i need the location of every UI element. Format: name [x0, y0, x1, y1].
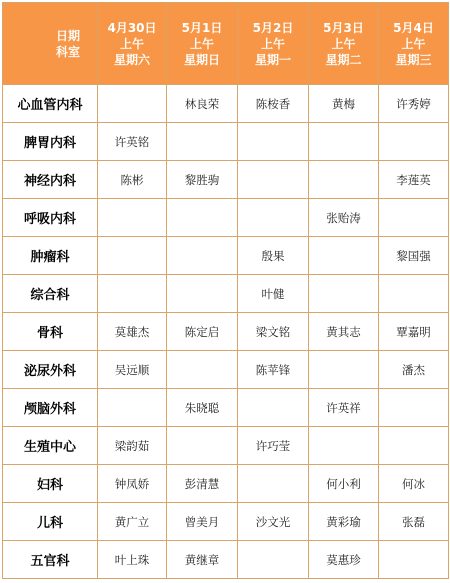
table-row [3, 275, 449, 313]
doctor-cell [98, 199, 167, 237]
header-date: 5月2日 [252, 20, 294, 35]
doctor-cell: 吴远顺 [98, 351, 167, 389]
doctor-cell: 陈定启 [167, 313, 238, 351]
doctor-cell [379, 389, 449, 427]
doctor-cell: 何小利 [309, 465, 379, 503]
department-cell: 骨科 [3, 313, 98, 351]
doctor-cell: 殷果 [238, 237, 309, 275]
doctor-cell: 沙文光 [238, 503, 309, 541]
doctor-cell: 黎国强 [379, 237, 449, 275]
doctor-cell [167, 351, 238, 389]
doctor-cell: 彭清慧 [167, 465, 238, 503]
department-cell: 颅脑外科 [3, 389, 98, 427]
doctor-cell [98, 389, 167, 427]
header-date: 4月30日 [107, 20, 157, 35]
schedule-table-container [2, 2, 449, 579]
doctor-cell: 李莲英 [379, 161, 449, 199]
doctor-cell: 许英祥 [309, 389, 379, 427]
doctor-cell: 张磊 [379, 503, 449, 541]
doctor-cell [238, 199, 309, 237]
department-cell: 五官科 [3, 541, 98, 579]
corner-date-label: 日期 [55, 28, 80, 43]
date-header-2 [167, 3, 238, 85]
doctor-cell [167, 199, 238, 237]
department-cell: 儿科 [3, 503, 98, 541]
header-period: 上午 [189, 36, 214, 51]
corner-dept-label: 科室 [55, 44, 80, 59]
doctor-cell [309, 237, 379, 275]
doctor-cell [167, 427, 238, 465]
department-cell: 心血管内科 [3, 85, 98, 123]
doctor-cell [167, 275, 238, 313]
table-row [3, 237, 449, 275]
doctor-cell: 梁文铭 [238, 313, 309, 351]
header-period: 上午 [260, 36, 285, 51]
doctor-cell [309, 427, 379, 465]
table-row [3, 161, 449, 199]
doctor-cell: 梁韵茹 [98, 427, 167, 465]
date-header-4 [309, 3, 379, 85]
doctor-cell: 黄继章 [167, 541, 238, 579]
header-period: 上午 [401, 36, 426, 51]
header-weekday: 星期三 [395, 52, 432, 67]
doctor-cell: 叶上珠 [98, 541, 167, 579]
doctor-cell: 莫雄杰 [98, 313, 167, 351]
doctor-cell [379, 123, 449, 161]
header-row [3, 3, 449, 85]
doctor-cell [238, 465, 309, 503]
table-row [3, 389, 449, 427]
header-period: 上午 [119, 36, 144, 51]
table-row [3, 313, 449, 351]
doctor-cell [98, 237, 167, 275]
doctor-cell: 陈彬 [98, 161, 167, 199]
doctor-cell: 许英铭 [98, 123, 167, 161]
doctor-cell [379, 427, 449, 465]
doctor-schedule-table [2, 2, 449, 579]
doctor-cell: 许巧莹 [238, 427, 309, 465]
department-cell: 综合科 [3, 275, 98, 313]
table-row [3, 427, 449, 465]
doctor-cell: 朱晓聪 [167, 389, 238, 427]
table-row [3, 503, 449, 541]
date-header-1 [98, 3, 167, 85]
table-row [3, 199, 449, 237]
header-date: 5月4日 [393, 20, 434, 35]
doctor-cell: 黄广立 [98, 503, 167, 541]
doctor-cell: 曾美月 [167, 503, 238, 541]
department-cell: 妇科 [3, 465, 98, 503]
doctor-cell: 黄其志 [309, 313, 379, 351]
header-weekday: 星期六 [113, 52, 150, 67]
doctor-cell [379, 199, 449, 237]
doctor-cell [309, 275, 379, 313]
doctor-cell: 黄彩瑜 [309, 503, 379, 541]
department-cell: 脾胃内科 [3, 123, 98, 161]
doctor-cell [309, 123, 379, 161]
doctor-cell [98, 275, 167, 313]
doctor-cell [98, 85, 167, 123]
doctor-cell: 黎胜驹 [167, 161, 238, 199]
doctor-cell: 叶健 [238, 275, 309, 313]
table-row [3, 465, 449, 503]
header-weekday: 星期日 [183, 52, 220, 67]
date-header-5 [379, 3, 449, 85]
schedule-body [3, 85, 449, 579]
department-cell: 肿瘤科 [3, 237, 98, 275]
department-cell: 泌尿外科 [3, 351, 98, 389]
doctor-cell: 覃嘉明 [379, 313, 449, 351]
doctor-cell [379, 275, 449, 313]
header-date: 5月1日 [181, 20, 223, 35]
doctor-cell: 黄梅 [309, 85, 379, 123]
header-period: 上午 [331, 36, 356, 51]
table-row [3, 541, 449, 579]
doctor-cell: 潘杰 [379, 351, 449, 389]
date-header-3 [238, 3, 309, 85]
doctor-cell [238, 161, 309, 199]
table-row [3, 85, 449, 123]
doctor-cell [167, 123, 238, 161]
doctor-cell: 钟凤娇 [98, 465, 167, 503]
doctor-cell: 林良荣 [167, 85, 238, 123]
table-row [3, 123, 449, 161]
table-row [3, 351, 449, 389]
department-cell: 神经内科 [3, 161, 98, 199]
doctor-cell: 莫惠珍 [309, 541, 379, 579]
doctor-cell: 何冰 [379, 465, 449, 503]
doctor-cell: 许秀婷 [379, 85, 449, 123]
header-date: 5月3日 [323, 20, 364, 35]
corner-header-cell [3, 3, 98, 85]
doctor-cell: 陈桉香 [238, 85, 309, 123]
doctor-cell [238, 541, 309, 579]
doctor-cell [309, 161, 379, 199]
doctor-cell [238, 123, 309, 161]
doctor-cell: 张贻涛 [309, 199, 379, 237]
department-cell: 生殖中心 [3, 427, 98, 465]
doctor-cell [167, 237, 238, 275]
doctor-cell [379, 541, 449, 579]
doctor-cell [309, 351, 379, 389]
doctor-cell: 陈苹锋 [238, 351, 309, 389]
header-weekday: 星期一 [254, 52, 291, 67]
header-weekday: 星期二 [325, 52, 362, 67]
doctor-cell [238, 389, 309, 427]
department-cell: 呼吸内科 [3, 199, 98, 237]
